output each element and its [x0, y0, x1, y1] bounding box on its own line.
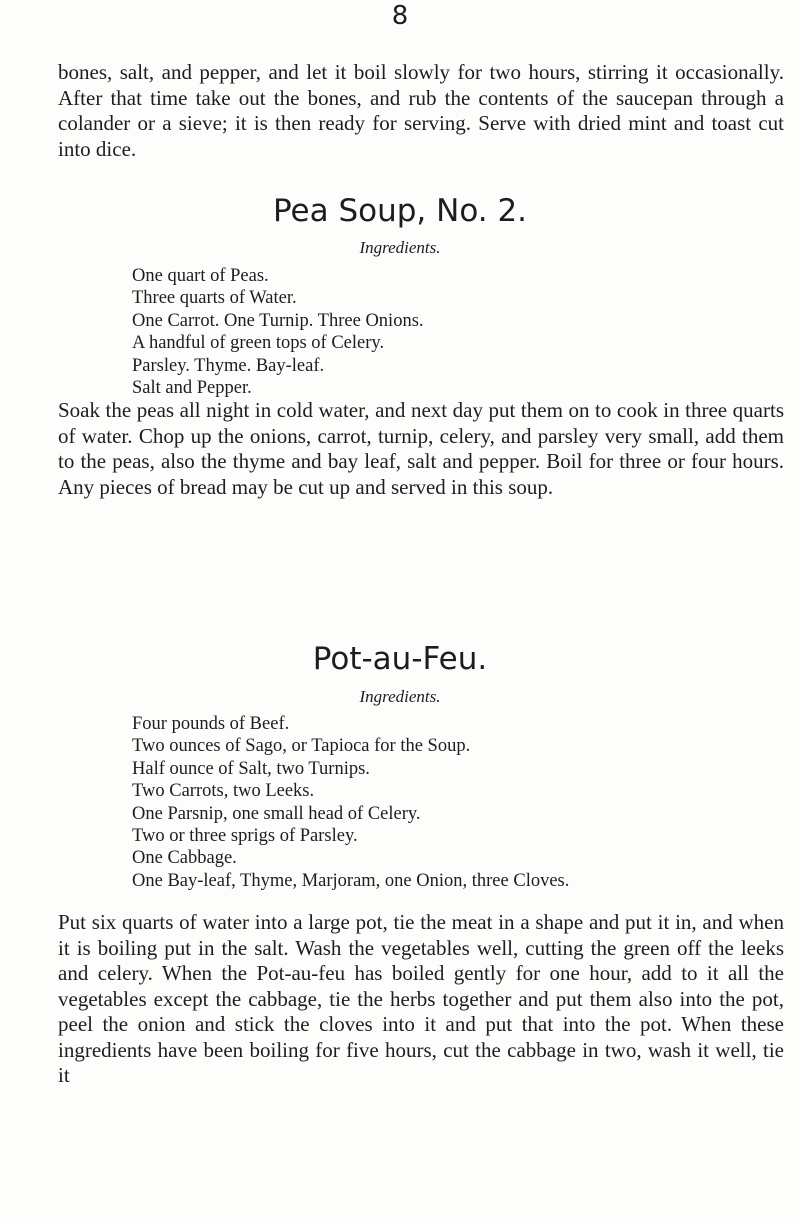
ingredient-item: Two or three sprigs of Parsley.	[132, 826, 358, 847]
ingredient-item: One Carrot. One Turnip. Three Onions.	[132, 310, 424, 331]
ingredient-item: One Parsnip, one small head of Celery.	[132, 803, 421, 824]
ingredients-label: Ingredients.	[359, 687, 441, 706]
recipe-title-pot-au-feu: Pot-au-Feu.	[312, 641, 488, 677]
intro-paragraph: bones, salt, and pepper, and let it boil slowly for two hours, stirring it occasionally. After that time take out the bones, and rub the contents of the saucepan through a colander or a sieve; it is then ready for serving. Serve with dried mint and toast cut into dice.	[58, 60, 784, 161]
ingredient-item: Two Carrots, two Leeks.	[132, 781, 315, 802]
method-paragraph-pea-soup: Soak the peas all night in cold water, and next day put them on to cook in three quarts of water. Chop up the onions, carrot, turnip, celery, and parsley very small, add them to the peas, also the thyme and bay leaf, salt and pepper. Boil for three or four hours. Any pieces of bread may be cut up and served in this soup.	[58, 398, 784, 499]
ingredient-item: Three quarts of Water.	[132, 288, 297, 309]
ingredient-item: Four pounds of Beef.	[132, 714, 290, 734]
recipe-title-pea-soup: Pea Soup, No. 2.	[272, 193, 528, 229]
ingredient-item: Parsley. Thyme. Bay-leaf.	[132, 355, 325, 376]
method-paragraph-pot-au-feu: Put six quarts of water into a large pot, tie the meat in a shape and put it in, and when it is boiling put in the salt. Wash the vegetables well, cutting the green off the leeks and celery. When the Pot-au-feu has boiled gently for one hour, add to it all the vegetables except the cabbage, tie the herbs together and put them also into the pot, peel the onion and stick the cloves into it and put that into the pot. When these ingredients have been boiling for five hours, cut the cabbage in two, wash it well, tie it	[58, 910, 784, 1087]
ingredient-item: One Bay-leaf, Thyme, Marjoram, one Onion, three Cloves.	[132, 870, 570, 891]
ingredient-item: Half ounce of Salt, two Turnips.	[132, 758, 370, 779]
ingredients-list-pot-au-feu	[132, 713, 569, 892]
ingredients-label: Ingredients.	[359, 238, 441, 257]
ingredients-list-pea-soup	[132, 265, 424, 399]
ingredient-item: Two ounces of Sago, or Tapioca for the Soup.	[132, 736, 471, 757]
ingredient-item: A handful of green tops of Celery.	[132, 333, 385, 354]
page-number: 8	[391, 1, 409, 31]
ingredient-item: Salt and Pepper.	[132, 378, 252, 399]
ingredient-item: One quart of Peas.	[132, 266, 269, 286]
ingredient-item: One Cabbage.	[132, 848, 237, 869]
